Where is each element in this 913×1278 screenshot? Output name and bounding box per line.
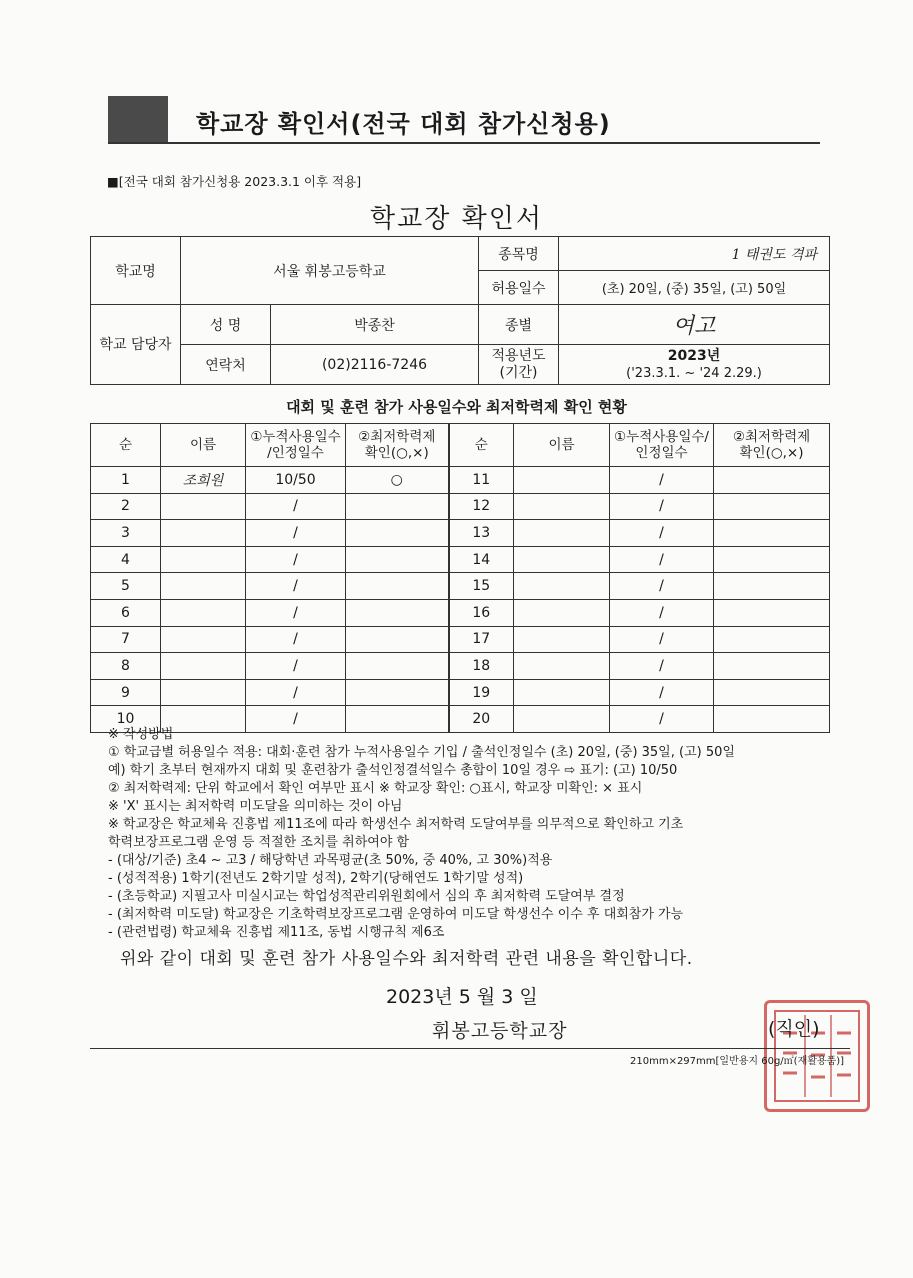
row-check [346, 520, 449, 547]
row-check [346, 679, 449, 706]
row-no: 1 [91, 467, 161, 494]
header-divider [108, 142, 820, 144]
info-table [90, 236, 830, 385]
name-value: 박종찬 [271, 305, 479, 345]
applicable-note: ■[전국 대회 참가신청용 2023.3.1 이후 적용] [107, 174, 362, 189]
row-days: / [246, 493, 346, 520]
col-days-2-line2: 인정일수 [635, 445, 688, 461]
row-check [346, 653, 449, 680]
row-days: / [246, 653, 346, 680]
days-label: 허용일수 [479, 271, 559, 305]
table-row [91, 493, 830, 520]
row-no-2: 15 [449, 573, 514, 600]
instruction-line: ※ 학교장은 학교체육 진흥법 제11조에 따라 학생선수 최저학력 도달여부를 의무적으로 확인하고 기초 [108, 817, 684, 832]
instruction-line: - (초등학교) 지필고사 미실시교는 학업성적관리위원회에서 심의 후 최저학력 도달여부 결정 [108, 889, 625, 904]
row-check [346, 493, 449, 520]
row-no-2: 17 [449, 626, 514, 653]
col-days [246, 424, 346, 467]
row-check [346, 599, 449, 626]
row-check-2 [714, 546, 830, 573]
row-check-2 [714, 653, 830, 680]
col-check-line2: 확인(○,×) [364, 445, 429, 461]
row-days-2: / [610, 546, 714, 573]
confirmation-statement: 위와 같이 대회 및 훈련 참가 사용일수와 최저학력 관련 내용을 확인합니다. [120, 949, 693, 969]
row-days-2: / [610, 573, 714, 600]
col-days-2-line1: ①누적사용일수/ [614, 429, 709, 445]
col-days-line1: ①누적사용일수 [250, 429, 341, 445]
row-days: / [246, 573, 346, 600]
section-title: 대회 및 훈련 참가 사용일수와 최저학력제 확인 현황 [286, 398, 627, 416]
table-row [91, 679, 830, 706]
row-days-2: / [610, 626, 714, 653]
row-check-2 [714, 467, 830, 494]
col-days-2 [610, 424, 714, 467]
row-no: 9 [91, 679, 161, 706]
row-days: / [246, 599, 346, 626]
row-no-2: 19 [449, 679, 514, 706]
row-name-2 [514, 653, 610, 680]
row-name-2 [514, 546, 610, 573]
row-days: / [246, 546, 346, 573]
row-days: / [246, 679, 346, 706]
instruction-line: - (최저학력 미도달) 학교장은 기초학력보장프로그램 운영하여 미도달 학생선수 이수 후 대회참가 가능 [108, 907, 684, 922]
table-row [91, 546, 830, 573]
row-name [161, 573, 246, 600]
row-no: 7 [91, 626, 161, 653]
instruction-line: ② 최저학력제: 단위 학교에서 확인 여부만 표시 ※ 학교장 확인: ○표시, 학교장 미확인: × 표시 [108, 781, 643, 796]
category-value: 여고 [559, 305, 830, 345]
row-name-2 [514, 520, 610, 547]
instruction-line: 예) 학기 초부터 현재까지 대회 및 훈련참가 출석인정결석일수 총합이 10일 경우 ⇨ 표기: (고) 10/50 [108, 763, 678, 778]
footer-rule [90, 1048, 850, 1049]
col-name-2: 이름 [514, 424, 610, 467]
col-check [346, 424, 449, 467]
row-check [346, 546, 449, 573]
instruction-line: ※ 작성방법 [108, 727, 174, 742]
table-row [91, 573, 830, 600]
row-name [161, 546, 246, 573]
document-title: 학교장 확인서 [370, 204, 543, 234]
year-label-cell [479, 345, 559, 385]
principal-title: 휘봉고등학교장 [432, 1020, 568, 1042]
row-name-2 [514, 493, 610, 520]
row-no: 5 [91, 573, 161, 600]
row-days-2: / [610, 653, 714, 680]
table-row [91, 520, 830, 547]
row-no-2: 11 [449, 467, 514, 494]
row-check-2 [714, 493, 830, 520]
year-label: 적용년도 [491, 347, 546, 364]
row-no: 4 [91, 546, 161, 573]
col-days-line2: /인정일수 [267, 445, 324, 461]
row-days: / [246, 520, 346, 547]
table-row [91, 653, 830, 680]
row-name-2 [514, 679, 610, 706]
records-table [90, 423, 830, 733]
table-row [91, 467, 830, 494]
col-check-line1: ②최저학력제 [358, 429, 436, 445]
instruction-line: - (대상/기준) 초4 ~ 고3 / 해당학년 과목평균(초 50%, 중 40%, 고 30%)적용 [108, 853, 553, 868]
row-check-2 [714, 520, 830, 547]
instruction-line: - (성적적용) 1학기(전년도 2학기말 성적), 2학기(당해연도 1학기말 성적) [108, 871, 524, 886]
instruction-line: 학력보장프로그램 운영 등 적절한 조치를 취하여야 함 [108, 835, 410, 850]
seal-label: (직인) [768, 1018, 820, 1040]
col-name: 이름 [161, 424, 246, 467]
header-block [108, 96, 168, 142]
row-name [161, 679, 246, 706]
row-check-2 [714, 573, 830, 600]
row-days-2: / [610, 520, 714, 547]
row-no-2: 20 [449, 706, 514, 733]
row-name [161, 520, 246, 547]
row-days-2: / [610, 599, 714, 626]
row-check: ○ [346, 467, 449, 494]
row-name [161, 626, 246, 653]
row-days-2: / [610, 679, 714, 706]
col-check-2-line1: ②최저학력제 [732, 429, 811, 445]
contact-label: 연락처 [181, 345, 271, 385]
col-no-2: 순 [449, 424, 514, 467]
row-name: 조희원 [161, 467, 246, 494]
row-name [161, 653, 246, 680]
row-name [161, 599, 246, 626]
paper-spec-note: 210mm×297mm[일반용지 60g/㎡(재활용품)] [630, 1056, 845, 1067]
row-days: / [246, 706, 346, 733]
event-label: 종목명 [479, 237, 559, 271]
table-row [91, 599, 830, 626]
instruction-line: ※ 'X' 표시는 최저학력 미도달을 의미하는 것이 아님 [108, 799, 403, 814]
row-days: 10/50 [246, 467, 346, 494]
row-check [346, 573, 449, 600]
row-check [346, 626, 449, 653]
school-value: 서울 휘봉고등학교 [181, 237, 479, 305]
row-days-2: / [610, 493, 714, 520]
row-no-2: 18 [449, 653, 514, 680]
period-label: (기간) [499, 364, 538, 381]
form-header-title: 학교장 확인서(전국 대회 참가신청용) [196, 110, 611, 138]
instruction-line: - (관련법령) 학교체육 진흥법 제11조, 동법 시행규칙 제6조 [108, 925, 445, 940]
instruction-line: ① 학교급별 허용일수 적용: 대회·훈련 참가 누적사용일수 기입 / 출석인정일수 (초) 20일, (중) 35일, (고) 50일 [108, 745, 735, 760]
row-no: 2 [91, 493, 161, 520]
row-name-2 [514, 599, 610, 626]
row-no: 8 [91, 653, 161, 680]
period-value: ('23.3.1. ~ '24 2.29.) [626, 365, 762, 381]
col-no: 순 [91, 424, 161, 467]
school-label: 학교명 [91, 237, 181, 305]
instructions [108, 726, 848, 942]
col-check-2-line2: 확인(○,×) [739, 445, 804, 461]
issue-date: 2023년 5 월 3 일 [386, 986, 538, 1008]
row-no: 10 [91, 706, 161, 733]
col-check-2 [714, 424, 830, 467]
row-days-2: / [610, 706, 714, 733]
row-no: 3 [91, 520, 161, 547]
row-days: / [246, 626, 346, 653]
year-value: 2023년 [667, 347, 721, 364]
row-no: 6 [91, 599, 161, 626]
event-value: 1 태권도 격파 [559, 237, 830, 271]
row-no-2: 12 [449, 493, 514, 520]
row-name-2 [514, 573, 610, 600]
days-value: (초) 20일, (중) 35일, (고) 50일 [559, 271, 830, 305]
row-name [161, 493, 246, 520]
row-no-2: 13 [449, 520, 514, 547]
row-name-2 [514, 626, 610, 653]
row-no-2: 14 [449, 546, 514, 573]
row-check-2 [714, 599, 830, 626]
manager-label: 학교 담당자 [91, 305, 181, 385]
table-row [91, 626, 830, 653]
year-value-cell [559, 345, 830, 385]
name-label: 성 명 [181, 305, 271, 345]
contact-value: (02)2116-7246 [271, 345, 479, 385]
row-check-2 [714, 626, 830, 653]
category-label: 종별 [479, 305, 559, 345]
row-name-2 [514, 467, 610, 494]
row-check-2 [714, 679, 830, 706]
row-days-2: / [610, 467, 714, 494]
row-no-2: 16 [449, 599, 514, 626]
